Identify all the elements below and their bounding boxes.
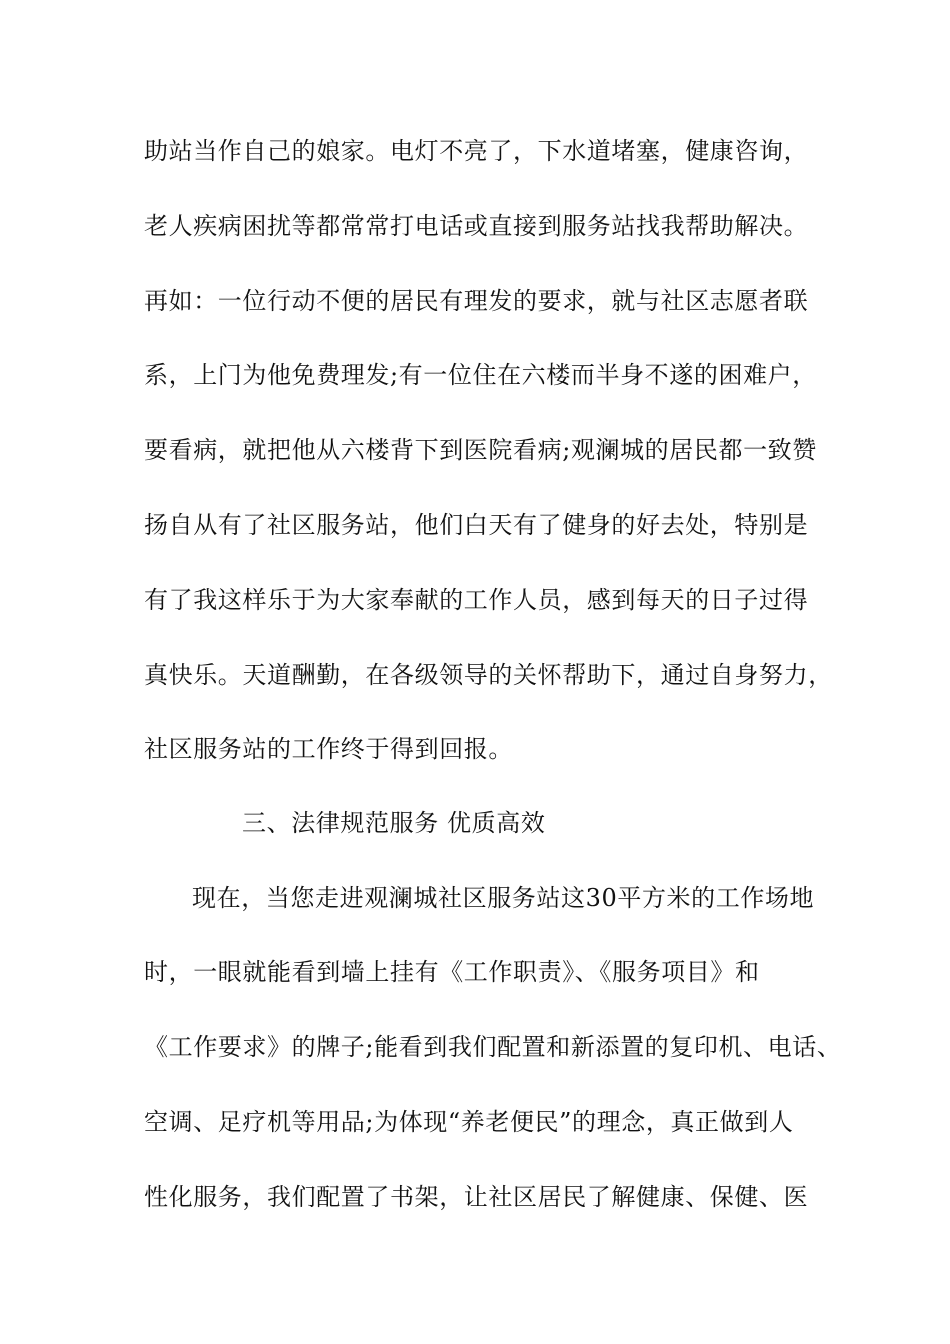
paragraph-line: 老人疾病困扰等都常常打电话或直接到服务站找我帮助解决。 [144, 212, 809, 240]
paragraph-line: 时，一眼就能看到墙上挂有《工作职责》、《服务项目》和 [144, 958, 760, 986]
paragraph-line: 系，上门为他免费理发;有一位住在六楼而半身不遂的困难户， [144, 361, 817, 389]
paragraph-line: 真快乐。天道酬勤，在各级领导的关怀帮助下，通过自身努力， [144, 661, 833, 689]
paragraph-line: 现在，当您走进观澜城社区服务站这30平方米的工作场地 [192, 884, 815, 912]
paragraph-line: 《工作要求》的牌子;能看到我们配置和新添置的复印机、电话、 [144, 1033, 842, 1061]
section-heading: 三、法律规范服务 优质高效 [242, 809, 546, 837]
paragraph-line: 有了我这样乐于为大家奉献的工作人员，感到每天的日子过得 [144, 586, 809, 614]
paragraph-line: 扬自从有了社区服务站，他们白天有了健身的好去处，特别是 [144, 511, 809, 539]
paragraph-line: 社区服务站的工作终于得到回报。 [144, 735, 513, 763]
paragraph-line: 助站当作自己的娘家。电灯不亮了，下水道堵塞，健康咨询， [144, 137, 809, 165]
paragraph-line: 性化服务，我们配置了书架，让社区居民了解健康、保健、医 [144, 1183, 809, 1211]
paragraph-line: 再如：一位行动不便的居民有理发的要求，就与社区志愿者联 [144, 287, 809, 315]
paragraph-line: 要看病，就把他从六楼背下到医院看病;观澜城的居民都一致赞 [144, 436, 817, 464]
paragraph-line: 空调、足疗机等用品;为体现“养老便民”的理念，真正做到人 [144, 1108, 794, 1136]
